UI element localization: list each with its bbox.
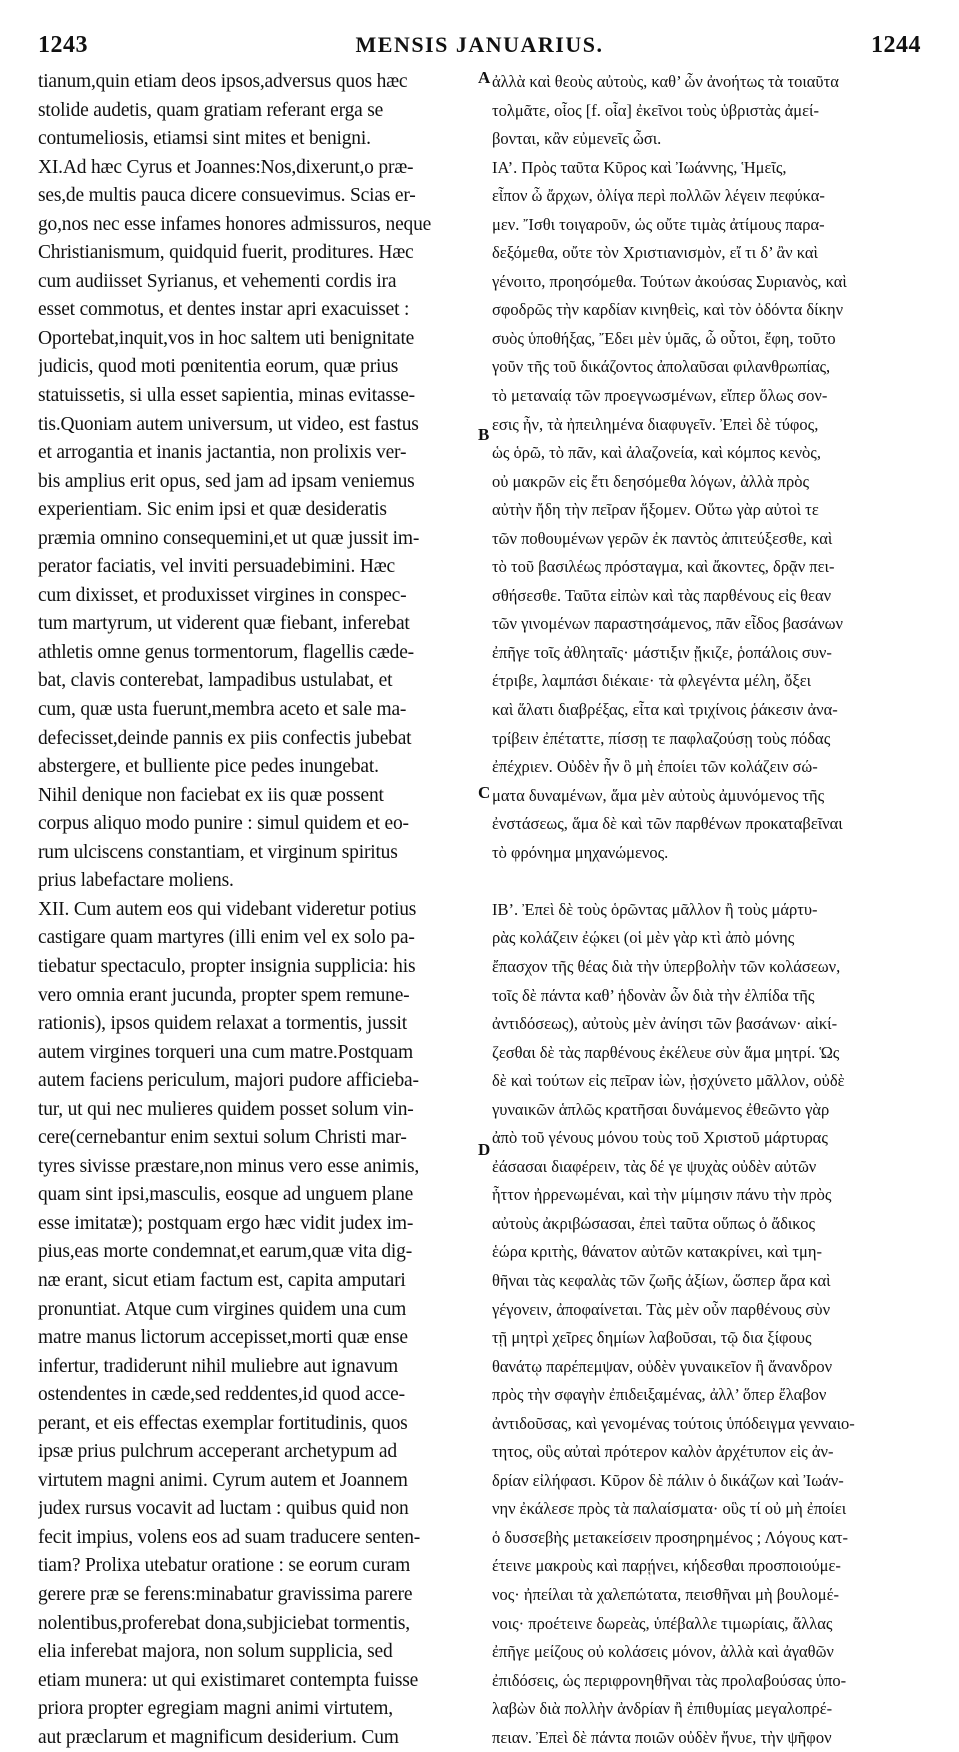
- section-mark-a: A: [478, 68, 491, 87]
- text-line: castigare quam martyres (illi enim vel ex solo pa-: [38, 927, 415, 949]
- text-line: esse imitatæ); postquam ergo hæc vidit judex im-: [38, 1212, 414, 1234]
- text-line: ἔπασχον τῆς θέας διὰ τὴν ὑπερβολὴν τῶν κολάσεων,: [492, 956, 841, 976]
- text-line: contumeliosis, etiamsi sint mites et benigni.: [38, 128, 371, 150]
- text-line: δεξόμεθα, οὔτε τὸν Χριστιανισμὸν, εἴ τι δ’ ἂν καὶ: [492, 243, 818, 263]
- text-line: autem virgines torqueri una cum matre.Postquam: [38, 1041, 413, 1063]
- text-line: fecit impius, volens eos ad suam traducere senten-: [38, 1526, 421, 1548]
- text-line: tum martyrum, ut viderent quæ fiebant, inferebat: [38, 613, 410, 635]
- text-line: ostendentes in cæde,sed reddentes,id quod acce-: [38, 1384, 405, 1406]
- text-line: ἑώρα κριτὴς, θάνατον αὐτῶν κατακρίνει, καὶ τμη-: [492, 1242, 822, 1262]
- text-line: corpus aliquo modo punire : simul quidem et eo-: [38, 813, 409, 835]
- text-line: ἐπῆγε τοῖς ἀθληταῖς· μάστιξιν ᾔκιζε, ῥοπάλοις συν-: [492, 642, 832, 662]
- text-line: σθήσεσθε. Ταῦτα εἰπὼν καὶ τὰς παρθένους εἰς θεαν: [492, 585, 832, 605]
- text-line: et arrogantia et inanis jactantia, non prolixis ver-: [38, 442, 407, 464]
- text-line: defecisset,deinde pannis ex piis confectis jubebat: [38, 727, 412, 749]
- text-line: stolide audetis, quam gratiam referant erga se: [38, 99, 384, 121]
- text-line: gerere præ se ferens:minabatur gravissima parere: [38, 1583, 413, 1605]
- greek-column: [492, 68, 924, 1752]
- text-line: ἐπῆγε μείζους οὐ κολάσεις μόνον, ἀλλὰ καὶ ἀγαθῶν: [492, 1642, 834, 1662]
- text-line: bat, clavis conterebat, lampadibus ustulabat, et: [38, 670, 393, 692]
- text-line: bis amplius erit opus, sed jam ad ipsam veniemus: [38, 470, 415, 492]
- text-line: ὁ δυσσεβὴς μετακείσειν προσηρημένος ; Λόγους κατ-: [492, 1527, 848, 1547]
- text-line: ἐπέχριεν. Οὐδὲν ἦν ὃ μὴ ἐποίει τῶν κολάζειν σώ-: [492, 757, 818, 777]
- text-line: pronuntiat. Atque cum virgines quidem una cum: [38, 1298, 407, 1320]
- text-line: judicis, quod moti pœnitentia eorum, quæ prius: [38, 356, 399, 378]
- text-line: βονται, κἂν εὐμενεῖς ὦσι.: [492, 129, 662, 149]
- text-line: γοῦν τῆς τοῦ δικάζοντος ἀπολαῦσαι φιλανθρωπίας,: [492, 357, 831, 377]
- text-line: οὐ μακρῶν εἰς ἔτι δεησόμεθα λόγων, ἀλλὰ πρὸς: [492, 471, 809, 491]
- text-line: τῶν γινομένων παραστησάμενος, πᾶν εἶδος βασάνων: [492, 614, 843, 634]
- text-line: μεν. Ἴσθι τοιγαροῦν, ὡς οὔτε τιμὰς ἀτίμους παρα-: [492, 214, 825, 234]
- text-line: quam sint ipsi,masculis, eosque ad unguem plane: [38, 1184, 414, 1206]
- latin-column: [38, 68, 476, 1752]
- text-line: τὸ μεταναίᾳ τῶν προεγνωσμένων, εἴπερ ὅλως σον-: [492, 386, 828, 406]
- text-line: præmia omnino consequemini,et ut quæ jussit im-: [38, 527, 420, 549]
- text-line: έτριβε, λαμπάσι διέκαιε· τὰ φλεγέντα μέλη, ὄξει: [492, 671, 812, 691]
- text-line: etiam munera: ut qui existimaret contempta fuisse: [38, 1669, 419, 1691]
- text-line: esset commotus, et dentes instar apri exacuisset :: [38, 299, 410, 321]
- text-line: XII. Cum autem eos qui videbant videretur potius: [38, 898, 417, 920]
- text-line: ΙΑ’. Πρὸς ταῦτα Κῦρος καὶ Ἰωάννης, Ἡμεῖς,: [492, 157, 787, 177]
- text-line: athletis omne genus tormentorum, flagellis cæde-: [38, 641, 414, 663]
- text-line: infertur, tradiderunt nihil muliebre aut ignavum: [38, 1355, 399, 1377]
- text-line: αὐτὴν ἤδη τὴν πεῖραν ἥξομεν. Οὕτω γὰρ αὐτοὶ τε: [492, 500, 819, 520]
- text-line: rationis), ipsos quidem relaxat a tormentis, jussit: [38, 1013, 407, 1035]
- text-line: θῆναι τὰς κεφαλὰς τῶν ζωῆς ἀξίων, ὥσπερ ἄρα καὶ: [492, 1270, 831, 1290]
- text-line: tur, ut qui nec mulieres quidem posset solum vin-: [38, 1098, 414, 1120]
- text-line: αὐτοὺς ἀκριβώσασαι, ἐπεὶ ταῦτα οὕπως ὁ ἄδικος: [492, 1213, 816, 1233]
- text-line: εσις ἦν, τὰ ἠπειλημένα διαφυγεῖν. Ἐπεὶ δὲ τύφος,: [492, 414, 819, 434]
- text-line: priora propter egregiam magni animi virtutem,: [38, 1698, 393, 1720]
- text-line: δὲ καὶ τούτων εἰς πεῖραν ἰὼν, ᾐσχύνετο μᾶλλον, οὐδὲ: [492, 1071, 845, 1091]
- text-line: prius labefactare moliens.: [38, 870, 234, 892]
- text-line: Christianismum, quidquid fuerit, proditures. Hæc: [38, 242, 414, 264]
- text-line: tianum,quin etiam deos ipsos,adversus quos hæc: [38, 71, 408, 92]
- page-number-right: 1244: [871, 32, 921, 58]
- text-line: judex rursus vocavit ad luctam : quibus quid non: [38, 1498, 409, 1520]
- text-line: τρίβειν ἐπέταττε, πίσσῃ τε παφλαζούσῃ τοὺς πόδας: [492, 728, 831, 748]
- text-line: virtutem magni animi. Cyrum autem et Joannem: [38, 1469, 408, 1491]
- text-line: tiebatur spectaculo, propter insignia supplicia: his: [38, 955, 416, 977]
- text-line: τητος, οὓς αὐταὶ πρότερον καλὸν ἀρχέτυπον εἰς ἀν-: [492, 1442, 834, 1462]
- text-line: τὸ τοῦ βασιλέως πρόσταγμα, καὶ ἄκοντες, δρᾷν πει-: [492, 557, 835, 577]
- text-line: ματα δυναμένων, ἅμα μὲν αὐτοὺς ἀμυνόμενος τῆς: [492, 785, 825, 805]
- text-line: go,nos nec esse infames honores admissuros, neque: [38, 213, 432, 235]
- text-line: σφοδρῶς τὴν καρδίαν κινηθεὶς, καὶ τὸν ὀδόντα δίκην: [492, 300, 844, 320]
- text-line: ἀντιδόσεως), αὐτοὺς μὲν ἀνίησι τῶν βασάνων· αἰκί-: [492, 1014, 838, 1034]
- text-line: vero omnia erant jucunda, propter spem remune-: [38, 984, 410, 1006]
- page-number-left: 1243: [38, 32, 88, 58]
- text-line: νην ἐκάλεσε πρὸς τὰ παλαίσματα· οὓς τί οὐ μὴ ἐποίει: [492, 1499, 847, 1519]
- text-line: perator faciatis, vel inviti persuadebimini. Hæc: [38, 556, 395, 578]
- text-line: ρὰς κολάζειν ἐῴκει (οἱ μὲν γὰρ κτὶ ἀπὸ μόνης: [492, 928, 795, 948]
- text-line: abstergere, et bulliente pice pedes inungebat.: [38, 756, 379, 778]
- text-line: tiam? Prolixa utebatur oratione : se eorum curam: [38, 1555, 411, 1577]
- text-line: cere(cernebantur enim sextui solum Christi mar-: [38, 1127, 407, 1149]
- text-line: ἀπὸ τοῦ γένους μόνου τοὺς τοῦ Χριστοῦ μάρτυρας: [492, 1128, 828, 1148]
- text-line: ἧττον ἠρρενωμέναι, καὶ τὴν μίμησιν πάνυ τὴν πρὸς: [492, 1185, 832, 1205]
- text-line: νοις· προέτεινε δωρεὰς, ὑπέβαλλε τιμωρίαις, ἄλλας: [492, 1613, 833, 1633]
- text-line: tyres sivisse præstare,non minus vero esse animis,: [38, 1155, 420, 1177]
- text-line: νος· ἠπείλαι τὰ χαλεπώτατα, πεισθῆναι μὴ βουλομέ-: [492, 1584, 840, 1604]
- text-line: autem faciens periculum, majori pudore afficieba-: [38, 1070, 419, 1092]
- text-line: έτεινε μακροὺς καὶ παρῄνει, κήδεσθαι προσποιούμε-: [492, 1556, 841, 1576]
- text-line: τῶν ποθουμένων γερῶν ἐκ παντὸς ἀπιτεύξεσθε, καὶ: [492, 528, 833, 548]
- text-line: næ erant, sicut etiam factum est, capita amputari: [38, 1269, 406, 1291]
- text-line: ὡς ὁρῶ, τὸ πᾶν, καὶ ἀλαζονεία, καὶ κόμπος κενὸς,: [492, 443, 821, 463]
- text-line: ses,de multis pauca dicere consuevimus. Scias er-: [38, 185, 416, 207]
- text-line: τῇ μητρὶ χεῖρες δημίων λαβοῦσαι, τῷ δια ξίφους: [492, 1328, 812, 1348]
- text-line: ἐάσασαι διαφέρειν, τὰς δέ γε ψυχὰς οὐδὲν αὐτῶν: [492, 1156, 817, 1176]
- text-line: τοῖς δὲ πάντα καθ’ ἡδονὰν ὧν διὰ τὴν ἐλπίδα τῆς: [492, 985, 815, 1005]
- page-header: [38, 32, 921, 62]
- text-line: πρὸς τὴν σφαγὴν ἐπιδειξαμένας, ἀλλ’ ὅπερ ἔλαβον: [492, 1385, 827, 1405]
- section-mark-c: C: [478, 783, 491, 802]
- text-line: λαβὼν διὰ πολλὴν ἀνδρίαν ἢ ἐπιθυμίας μεγαλοπρέ-: [492, 1699, 833, 1719]
- text-line: γένοιτο, προησόμεθα. Τούτων ἀκούσας Συριανὸς, καὶ: [492, 271, 847, 291]
- text-line: nolentibus,proferebat dona,subjiciebat tormentis,: [38, 1612, 410, 1634]
- text-line: elia inferebat majora, non solum supplicia, sed: [38, 1641, 393, 1663]
- text-line: cum audiisset Syrianus, et vehementi cordis ira: [38, 270, 397, 292]
- text-line: cum dixisset, et produxisset virgines in conspec-: [38, 584, 407, 606]
- text-line: cum, quæ usta fuerunt,membra aceto et sale ma-: [38, 699, 407, 721]
- text-line: συὸς ὑποθήξας, Ἔδει μὲν ὑμᾶς, ὦ οὗτοι, ἔφη, τοῦτο: [492, 328, 836, 348]
- text-line: perant, et eis effectas exemplar fortitudinis, quos: [38, 1412, 408, 1434]
- section-mark-b: B: [478, 425, 490, 444]
- text-line: τολμᾶτε, οἷος [f. οἷα] ἐκεῖνοι τοὺς ὑβριστὰς ἀμεί-: [492, 100, 819, 120]
- text-line: πειαν. Ἐπεὶ δὲ πάντα ποιῶν οὐδὲν ἤνυε, τὴν ψῆφον: [492, 1727, 832, 1747]
- text-line: θανάτῳ παρέπεμψαν, οὐδὲν γυναικεῖον ἢ ἄνανδρον: [492, 1356, 833, 1376]
- text-line: [492, 867, 924, 896]
- text-line: ΙΒ’. Ἐπεὶ δὲ τοὺς ὁρῶντας μᾶλλον ἢ τοὺς μάρτυ-: [492, 899, 818, 919]
- text-line: ἐνστάσεως, ἅμα δὲ καὶ τῶν παρθένων προκαταβεῖναι: [492, 814, 843, 834]
- text-line: Nihil denique non faciebat ex iis quæ possent: [38, 784, 384, 806]
- text-line: ipsæ prius pulchrum acceperant archetypum ad: [38, 1441, 397, 1463]
- text-line: statuissetis, si ulla esset sapientia, minas evitasse-: [38, 385, 415, 407]
- text-line: XI.Ad hæc Cyrus et Joannes:Nos,dixerunt,o præ-: [38, 156, 414, 178]
- text-line: tis.Quoniam autem universum, ut video, est fastus: [38, 413, 419, 435]
- text-line: ἀντιδοῦσας, καὶ γενομένας τούτοις ὑπόδειγμα γενναιο-: [492, 1413, 855, 1433]
- text-line: δρίαν εἰλήφασι. Κῦρον δὲ πάλιν ὁ δικάζων καὶ Ἰωάν-: [492, 1470, 844, 1490]
- text-line: καὶ ἅλατι διαβρέξας, εἶτα καὶ τριχίνοις ῥάκεσιν ἀνα-: [492, 700, 838, 720]
- text-line: Oportebat,inquit,vos in hoc saltem uti benignitate: [38, 327, 415, 349]
- text-line: ἀλλὰ καὶ θεοὺς αὐτοὺς, καθ’ ὧν ἀνοήτως τὰ τοιαῦτα: [492, 72, 839, 91]
- text-line: experientiam. Sic enim ipsi et quæ desideratis: [38, 499, 387, 521]
- section-mark-d: D: [478, 1140, 491, 1159]
- text-line: εἶπον ὦ ἄρχων, ὀλίγα περὶ πολλῶν λέγειν πεφύκα-: [492, 186, 825, 206]
- text-line: γυναικῶν ἁπλῶς κρατῆσαι δυνάμενος ἐθεῶντο γὰρ: [492, 1099, 830, 1119]
- text-line: rum ulciscens constantiam, et virginum spiritus: [38, 841, 398, 863]
- running-title: MENSIS JANUARIUS.: [355, 32, 604, 57]
- text-line: aut præclarum et magnificum desiderium. Cum: [38, 1726, 399, 1748]
- text-line: pius,eas morte condemnat,et earum,quæ vita dig-: [38, 1241, 412, 1263]
- text-line: ἐπιδόσεις, ὡς περιφρονηθῆναι τὰς προλαβούσας ὑπο-: [492, 1670, 847, 1690]
- text-line: γέγονειν, ἀποφαίνεται. Τὰς μὲν οὖν παρθένους σὺν: [492, 1299, 831, 1319]
- text-line: τὸ φρόνημα μηχανώμενος.: [492, 842, 669, 862]
- text-line: ζεσθαι δὲ τὰς παρθένους ἐκέλευε σὺν ἅμα μητρί. Ὡς: [492, 1042, 840, 1062]
- text-line: matre manus lictorum accepisset,morti quæ ense: [38, 1327, 408, 1349]
